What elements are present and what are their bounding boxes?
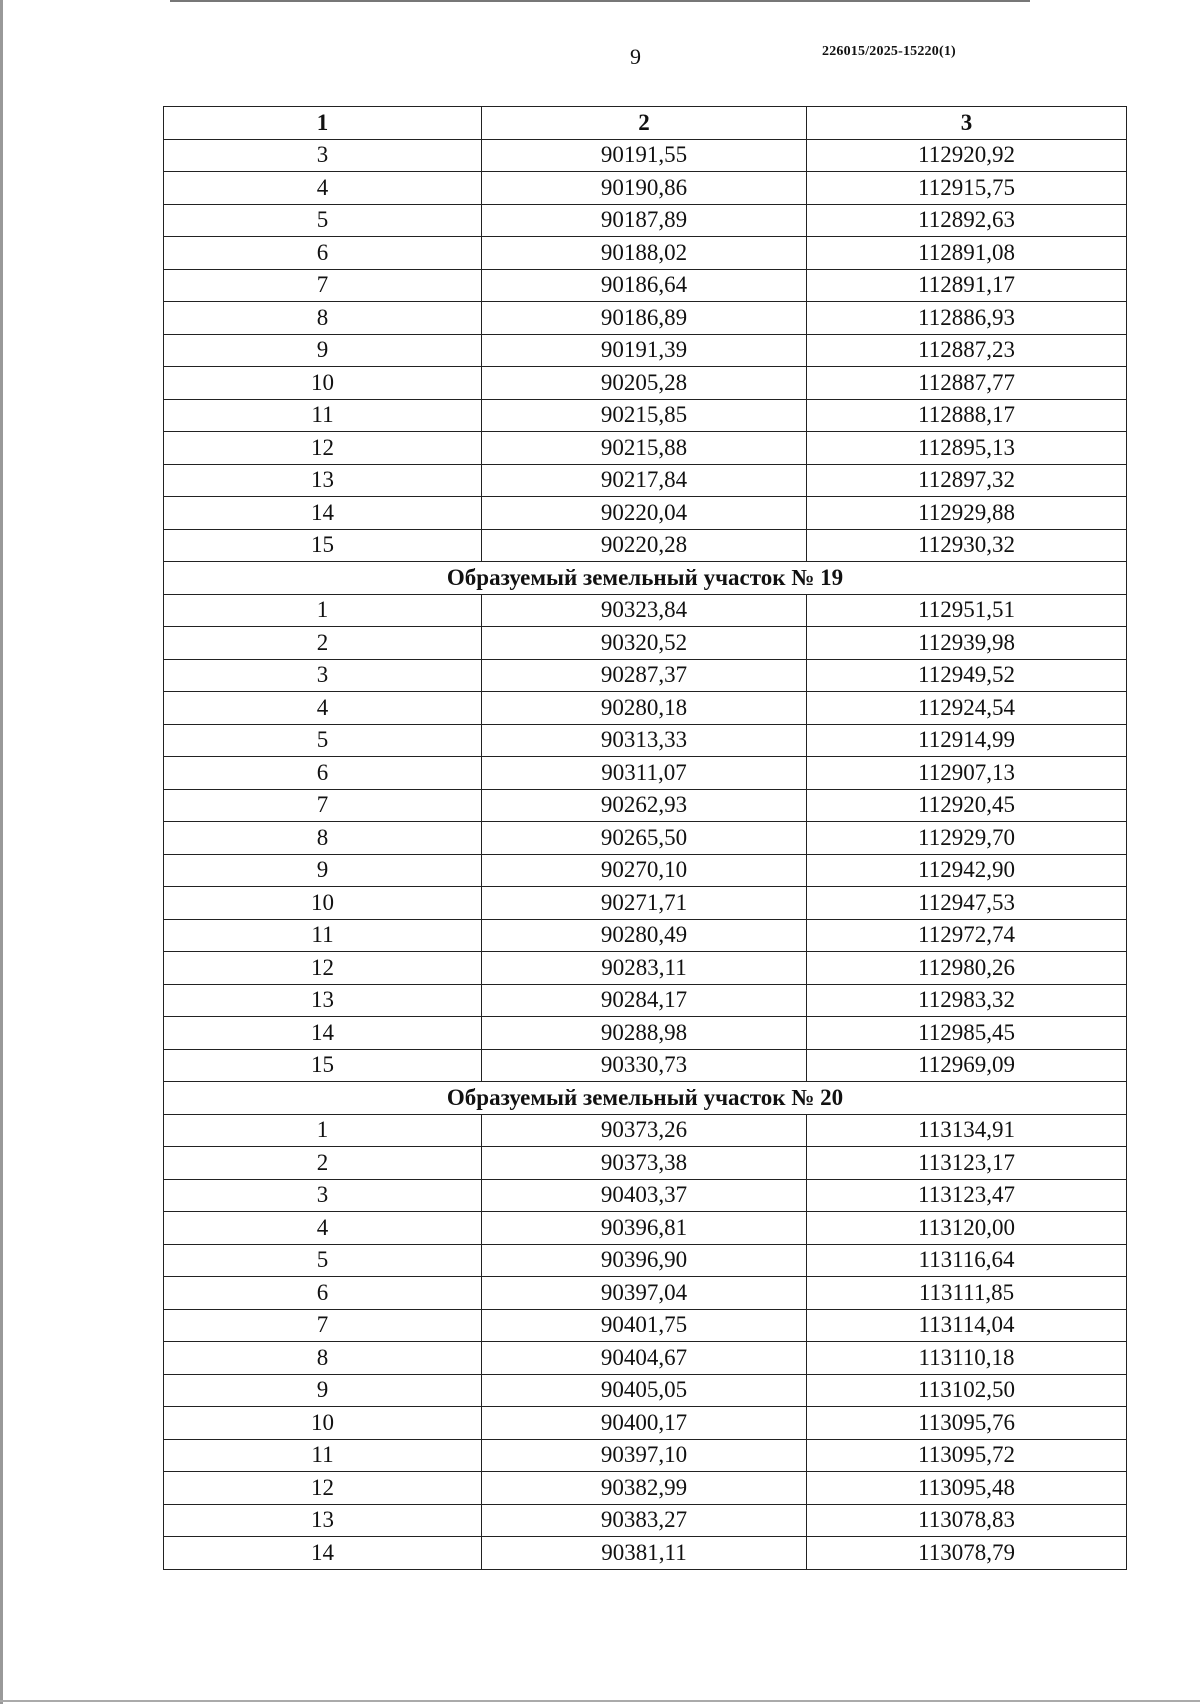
scan-left-edge xyxy=(0,0,3,1704)
y-coordinate-cell: 112969,09 xyxy=(807,1049,1127,1082)
table-row xyxy=(164,172,1127,205)
table-row xyxy=(164,334,1127,367)
point-number-cell: 7 xyxy=(164,1309,482,1342)
y-coordinate-cell: 113102,50 xyxy=(807,1374,1127,1407)
x-coordinate-cell: 90396,81 xyxy=(482,1212,807,1245)
point-number-cell: 10 xyxy=(164,367,482,400)
y-coordinate-cell: 112907,13 xyxy=(807,757,1127,790)
table-row xyxy=(164,497,1127,530)
table-row xyxy=(164,919,1127,952)
scan-top-edge xyxy=(170,0,1030,2)
table-row xyxy=(164,302,1127,335)
point-number-cell: 13 xyxy=(164,1504,482,1537)
x-coordinate-cell: 90220,28 xyxy=(482,529,807,562)
x-coordinate-cell: 90284,17 xyxy=(482,984,807,1017)
point-number-cell: 6 xyxy=(164,757,482,790)
y-coordinate-cell: 112972,74 xyxy=(807,919,1127,952)
table-row xyxy=(164,1407,1127,1440)
document-id: 226015/2025-15220(1) xyxy=(822,44,956,59)
table-row xyxy=(164,854,1127,887)
point-number-cell: 12 xyxy=(164,952,482,985)
x-coordinate-cell: 90403,37 xyxy=(482,1179,807,1212)
y-coordinate-cell: 112949,52 xyxy=(807,659,1127,692)
x-coordinate-cell: 90382,99 xyxy=(482,1472,807,1505)
point-number-cell: 3 xyxy=(164,139,482,172)
table-row xyxy=(164,1114,1127,1147)
coordinates-table-body xyxy=(164,107,1127,1570)
y-coordinate-cell: 112887,23 xyxy=(807,334,1127,367)
table-row xyxy=(164,594,1127,627)
y-coordinate-cell: 113114,04 xyxy=(807,1309,1127,1342)
y-coordinate-cell: 112891,17 xyxy=(807,269,1127,302)
section-title-row xyxy=(164,1082,1127,1115)
x-coordinate-cell: 90265,50 xyxy=(482,822,807,855)
x-coordinate-cell: 90215,88 xyxy=(482,432,807,465)
y-coordinate-cell: 113078,79 xyxy=(807,1537,1127,1570)
table-row xyxy=(164,269,1127,302)
point-number-cell: 3 xyxy=(164,659,482,692)
x-coordinate-cell: 90323,84 xyxy=(482,594,807,627)
y-coordinate-cell: 113078,83 xyxy=(807,1504,1127,1537)
point-number-cell: 11 xyxy=(164,399,482,432)
point-number-cell: 12 xyxy=(164,1472,482,1505)
coordinates-table xyxy=(163,106,1127,1570)
table-row xyxy=(164,1049,1127,1082)
point-number-cell: 4 xyxy=(164,1212,482,1245)
x-coordinate-cell: 90191,55 xyxy=(482,139,807,172)
x-coordinate-cell: 90280,18 xyxy=(482,692,807,725)
table-row xyxy=(164,432,1127,465)
table-row xyxy=(164,1017,1127,1050)
point-number-cell: 5 xyxy=(164,204,482,237)
point-number-cell: 13 xyxy=(164,464,482,497)
point-number-cell: 9 xyxy=(164,1374,482,1407)
x-coordinate-cell: 90405,05 xyxy=(482,1374,807,1407)
y-coordinate-cell: 112983,32 xyxy=(807,984,1127,1017)
point-number-cell: 14 xyxy=(164,1017,482,1050)
table-row xyxy=(164,529,1127,562)
y-coordinate-cell: 112930,32 xyxy=(807,529,1127,562)
x-coordinate-cell: 90191,39 xyxy=(482,334,807,367)
table-row xyxy=(164,1439,1127,1472)
table-row xyxy=(164,1472,1127,1505)
table-row xyxy=(164,1147,1127,1180)
table-row xyxy=(164,237,1127,270)
table-header-row xyxy=(164,107,1127,140)
point-number-cell: 1 xyxy=(164,594,482,627)
point-number-cell: 9 xyxy=(164,334,482,367)
column-header-3: 3 xyxy=(807,107,1127,140)
table-row xyxy=(164,204,1127,237)
table-row xyxy=(164,789,1127,822)
x-coordinate-cell: 90383,27 xyxy=(482,1504,807,1537)
point-number-cell: 1 xyxy=(164,1114,482,1147)
section-title: Образуемый земельный участок № 19 xyxy=(164,562,1127,595)
y-coordinate-cell: 112914,99 xyxy=(807,724,1127,757)
point-number-cell: 4 xyxy=(164,692,482,725)
point-number-cell: 5 xyxy=(164,1244,482,1277)
x-coordinate-cell: 90311,07 xyxy=(482,757,807,790)
table-row xyxy=(164,1244,1127,1277)
y-coordinate-cell: 113095,48 xyxy=(807,1472,1127,1505)
table-row xyxy=(164,984,1127,1017)
table-row xyxy=(164,627,1127,660)
x-coordinate-cell: 90404,67 xyxy=(482,1342,807,1375)
point-number-cell: 15 xyxy=(164,529,482,562)
x-coordinate-cell: 90220,04 xyxy=(482,497,807,530)
table-row xyxy=(164,724,1127,757)
table-row xyxy=(164,887,1127,920)
x-coordinate-cell: 90397,10 xyxy=(482,1439,807,1472)
x-coordinate-cell: 90283,11 xyxy=(482,952,807,985)
y-coordinate-cell: 112920,45 xyxy=(807,789,1127,822)
point-number-cell: 10 xyxy=(164,1407,482,1440)
point-number-cell: 3 xyxy=(164,1179,482,1212)
point-number-cell: 8 xyxy=(164,822,482,855)
table-row xyxy=(164,139,1127,172)
table-row xyxy=(164,1342,1127,1375)
table-row xyxy=(164,1179,1127,1212)
y-coordinate-cell: 112924,54 xyxy=(807,692,1127,725)
y-coordinate-cell: 113123,47 xyxy=(807,1179,1127,1212)
y-coordinate-cell: 112947,53 xyxy=(807,887,1127,920)
section-title: Образуемый земельный участок № 20 xyxy=(164,1082,1127,1115)
x-coordinate-cell: 90313,33 xyxy=(482,724,807,757)
y-coordinate-cell: 112942,90 xyxy=(807,854,1127,887)
y-coordinate-cell: 112891,08 xyxy=(807,237,1127,270)
x-coordinate-cell: 90287,37 xyxy=(482,659,807,692)
x-coordinate-cell: 90187,89 xyxy=(482,204,807,237)
x-coordinate-cell: 90373,26 xyxy=(482,1114,807,1147)
table-row xyxy=(164,1374,1127,1407)
table-row xyxy=(164,659,1127,692)
y-coordinate-cell: 113111,85 xyxy=(807,1277,1127,1310)
y-coordinate-cell: 112897,32 xyxy=(807,464,1127,497)
point-number-cell: 8 xyxy=(164,302,482,335)
y-coordinate-cell: 112951,51 xyxy=(807,594,1127,627)
y-coordinate-cell: 112920,92 xyxy=(807,139,1127,172)
table-row xyxy=(164,399,1127,432)
x-coordinate-cell: 90400,17 xyxy=(482,1407,807,1440)
point-number-cell: 14 xyxy=(164,497,482,530)
y-coordinate-cell: 112895,13 xyxy=(807,432,1127,465)
y-coordinate-cell: 113116,64 xyxy=(807,1244,1127,1277)
point-number-cell: 15 xyxy=(164,1049,482,1082)
table-row xyxy=(164,464,1127,497)
y-coordinate-cell: 112886,93 xyxy=(807,302,1127,335)
x-coordinate-cell: 90262,93 xyxy=(482,789,807,822)
point-number-cell: 9 xyxy=(164,854,482,887)
y-coordinate-cell: 112985,45 xyxy=(807,1017,1127,1050)
y-coordinate-cell: 113120,00 xyxy=(807,1212,1127,1245)
x-coordinate-cell: 90381,11 xyxy=(482,1537,807,1570)
table-row xyxy=(164,1212,1127,1245)
y-coordinate-cell: 112892,63 xyxy=(807,204,1127,237)
point-number-cell: 7 xyxy=(164,789,482,822)
x-coordinate-cell: 90396,90 xyxy=(482,1244,807,1277)
y-coordinate-cell: 112915,75 xyxy=(807,172,1127,205)
point-number-cell: 6 xyxy=(164,237,482,270)
x-coordinate-cell: 90271,71 xyxy=(482,887,807,920)
x-coordinate-cell: 90205,28 xyxy=(482,367,807,400)
page-number: 9 xyxy=(630,44,641,69)
column-header-2: 2 xyxy=(482,107,807,140)
x-coordinate-cell: 90188,02 xyxy=(482,237,807,270)
y-coordinate-cell: 113095,72 xyxy=(807,1439,1127,1472)
x-coordinate-cell: 90217,84 xyxy=(482,464,807,497)
y-coordinate-cell: 113110,18 xyxy=(807,1342,1127,1375)
x-coordinate-cell: 90186,89 xyxy=(482,302,807,335)
y-coordinate-cell: 113134,91 xyxy=(807,1114,1127,1147)
point-number-cell: 5 xyxy=(164,724,482,757)
y-coordinate-cell: 113123,17 xyxy=(807,1147,1127,1180)
table-row xyxy=(164,822,1127,855)
x-coordinate-cell: 90280,49 xyxy=(482,919,807,952)
x-coordinate-cell: 90320,52 xyxy=(482,627,807,660)
y-coordinate-cell: 112929,88 xyxy=(807,497,1127,530)
point-number-cell: 11 xyxy=(164,919,482,952)
table-row xyxy=(164,367,1127,400)
x-coordinate-cell: 90190,86 xyxy=(482,172,807,205)
table-row xyxy=(164,1504,1127,1537)
x-coordinate-cell: 90373,38 xyxy=(482,1147,807,1180)
x-coordinate-cell: 90401,75 xyxy=(482,1309,807,1342)
x-coordinate-cell: 90215,85 xyxy=(482,399,807,432)
point-number-cell: 10 xyxy=(164,887,482,920)
y-coordinate-cell: 113095,76 xyxy=(807,1407,1127,1440)
section-title-row xyxy=(164,562,1127,595)
point-number-cell: 7 xyxy=(164,269,482,302)
point-number-cell: 12 xyxy=(164,432,482,465)
y-coordinate-cell: 112939,98 xyxy=(807,627,1127,660)
point-number-cell: 2 xyxy=(164,1147,482,1180)
point-number-cell: 4 xyxy=(164,172,482,205)
x-coordinate-cell: 90288,98 xyxy=(482,1017,807,1050)
table-row xyxy=(164,692,1127,725)
point-number-cell: 13 xyxy=(164,984,482,1017)
point-number-cell: 14 xyxy=(164,1537,482,1570)
y-coordinate-cell: 112888,17 xyxy=(807,399,1127,432)
y-coordinate-cell: 112887,77 xyxy=(807,367,1127,400)
table-row xyxy=(164,1309,1127,1342)
point-number-cell: 6 xyxy=(164,1277,482,1310)
scan-bottom-edge xyxy=(0,1700,1200,1702)
table-row xyxy=(164,952,1127,985)
x-coordinate-cell: 90270,10 xyxy=(482,854,807,887)
x-coordinate-cell: 90186,64 xyxy=(482,269,807,302)
table-row xyxy=(164,1277,1127,1310)
point-number-cell: 11 xyxy=(164,1439,482,1472)
table-row xyxy=(164,1537,1127,1570)
point-number-cell: 8 xyxy=(164,1342,482,1375)
table-row xyxy=(164,757,1127,790)
point-number-cell: 2 xyxy=(164,627,482,660)
x-coordinate-cell: 90330,73 xyxy=(482,1049,807,1082)
x-coordinate-cell: 90397,04 xyxy=(482,1277,807,1310)
y-coordinate-cell: 112929,70 xyxy=(807,822,1127,855)
column-header-1: 1 xyxy=(164,107,482,140)
y-coordinate-cell: 112980,26 xyxy=(807,952,1127,985)
